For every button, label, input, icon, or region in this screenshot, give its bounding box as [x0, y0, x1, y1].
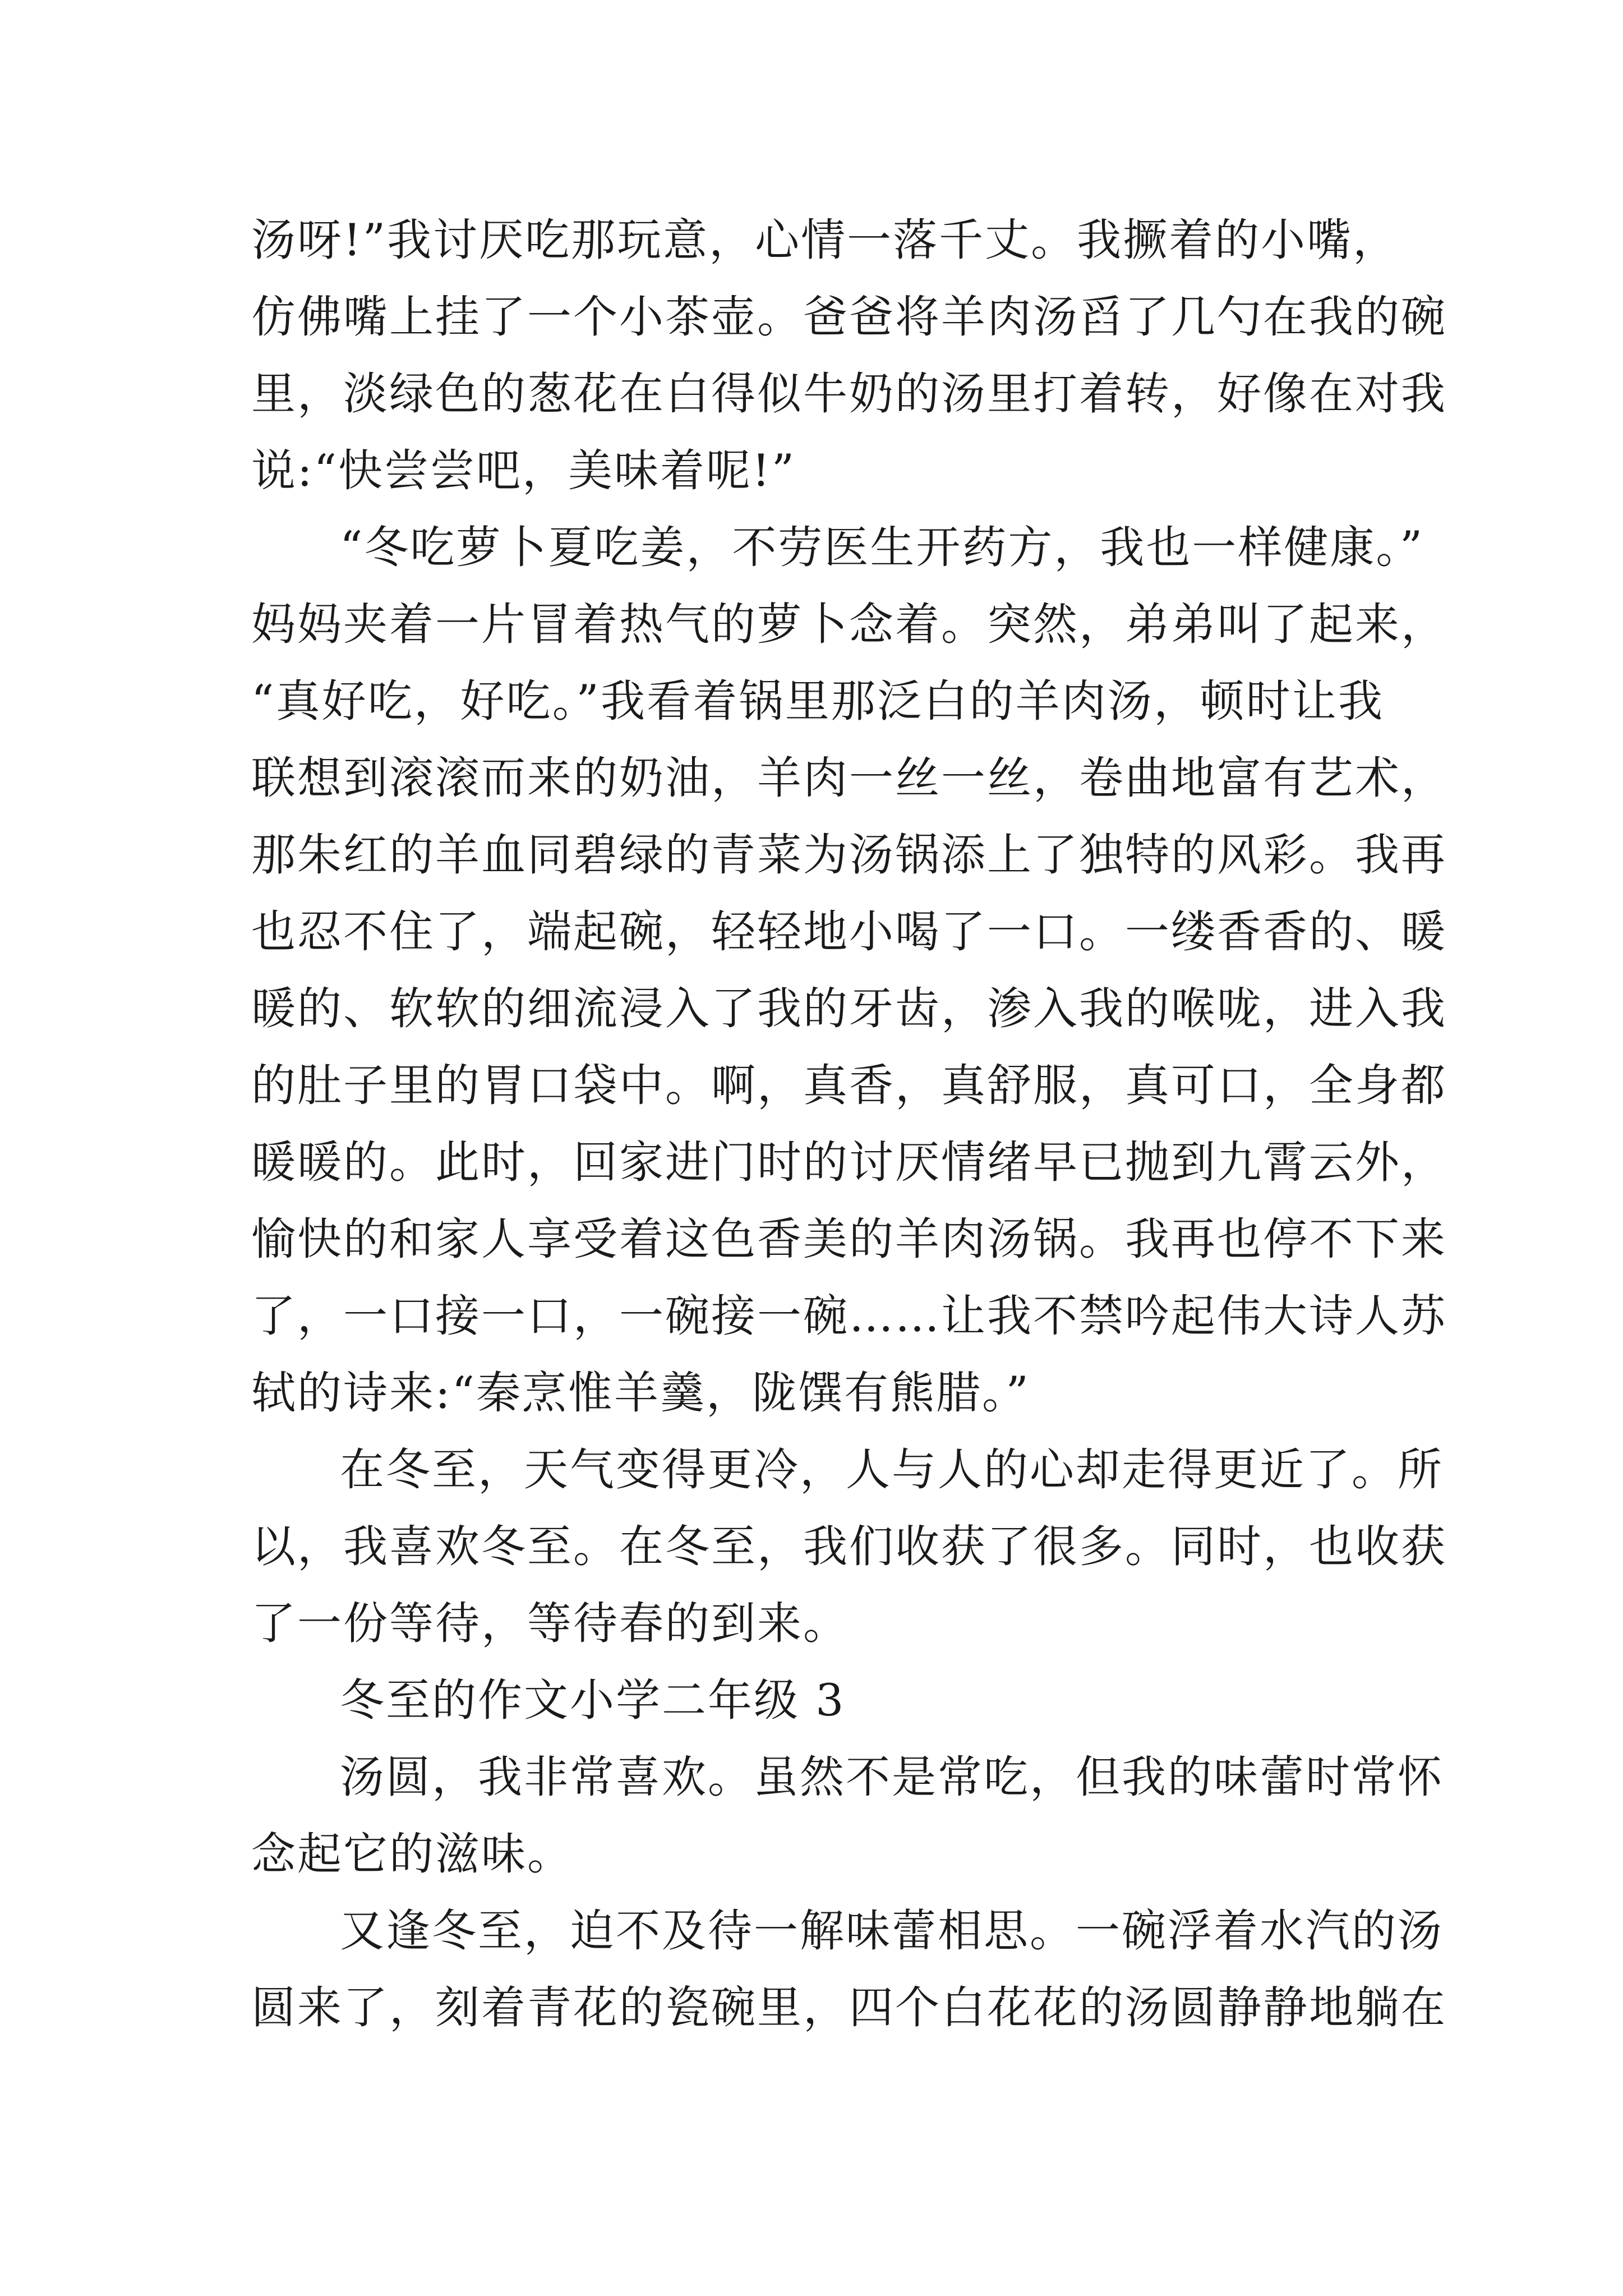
text-line: 那朱红的羊血同碧绿的青菜为汤锅添上了独特的风彩。我再 — [251, 829, 1447, 881]
text-line: 念起它的滋味。 — [251, 1828, 573, 1880]
section-heading: 冬至的作文小学二年级 3 — [340, 1674, 846, 1726]
text-line: 暖的、软软的细流浸入了我的牙齿，渗入我的喉咙，进入我 — [251, 983, 1447, 1034]
text-line: 也忍不住了，端起碗，轻轻地小喝了一口。一缕香香的、暖 — [251, 906, 1447, 958]
text-line: 了，一口接一口，一碗接一碗……让我不禁吟起伟大诗人苏 — [251, 1290, 1447, 1342]
text-line: “冬吃萝卜夏吃姜，不劳医生开药方，我也一样健康。” — [340, 522, 1424, 573]
text-line: 暖暖的。此时，回家进门时的讨厌情绪早已抛到九霄云外， — [251, 1137, 1447, 1188]
text-line: 以，我喜欢冬至。在冬至，我们收获了很多。同时，也收获 — [251, 1521, 1447, 1572]
text-line: 妈妈夹着一片冒着热气的萝卜念着。突然，弟弟叫了起来， — [251, 599, 1447, 650]
document-body — [251, 202, 1447, 2046]
text-line: 汤圆，我非常喜欢。虽然不是常吃，但我的味蕾时常怀 — [340, 1751, 1444, 1803]
text-line: 圆来了，刻着青花的瓷碗里，四个白花花的汤圆静静地躺在 — [251, 1982, 1447, 2033]
text-line: 轼的诗来:“秦烹惟羊羹，陇馔有熊腊。” — [251, 1367, 1030, 1419]
text-line: 说:“快尝尝吧，美味着呢!” — [251, 445, 796, 496]
text-line: 汤呀!”我讨厌吃那玩意，心情一落千丈。我撅着的小嘴， — [251, 214, 1399, 266]
text-line: 仿佛嘴上挂了一个小茶壶。爸爸将羊肉汤舀了几勺在我的碗 — [251, 291, 1447, 343]
text-line: 又逢冬至，迫不及待一解味蕾相思。一碗浮着水汽的汤 — [340, 1905, 1444, 1957]
text-line: 在冬至，天气变得更冷，人与人的心却走得更近了。所 — [340, 1444, 1444, 1496]
text-line: 的肚子里的胃口袋中。啊，真香，真舒服，真可口，全身都 — [251, 1060, 1447, 1111]
text-line: 联想到滚滚而来的奶油，羊肉一丝一丝，卷曲地富有艺术， — [251, 752, 1447, 804]
text-line: 愉快的和家人享受着这色香美的羊肉汤锅。我再也停不下来 — [251, 1213, 1447, 1265]
text-line: 了一份等待，等待春的到来。 — [251, 1598, 849, 1649]
text-line: “真好吃，好吃。”我看着锅里那泛白的羊肉汤，顿时让我 — [251, 675, 1384, 727]
text-line: 里，淡绿色的葱花在白得似牛奶的汤里打着转，好像在对我 — [251, 368, 1447, 420]
